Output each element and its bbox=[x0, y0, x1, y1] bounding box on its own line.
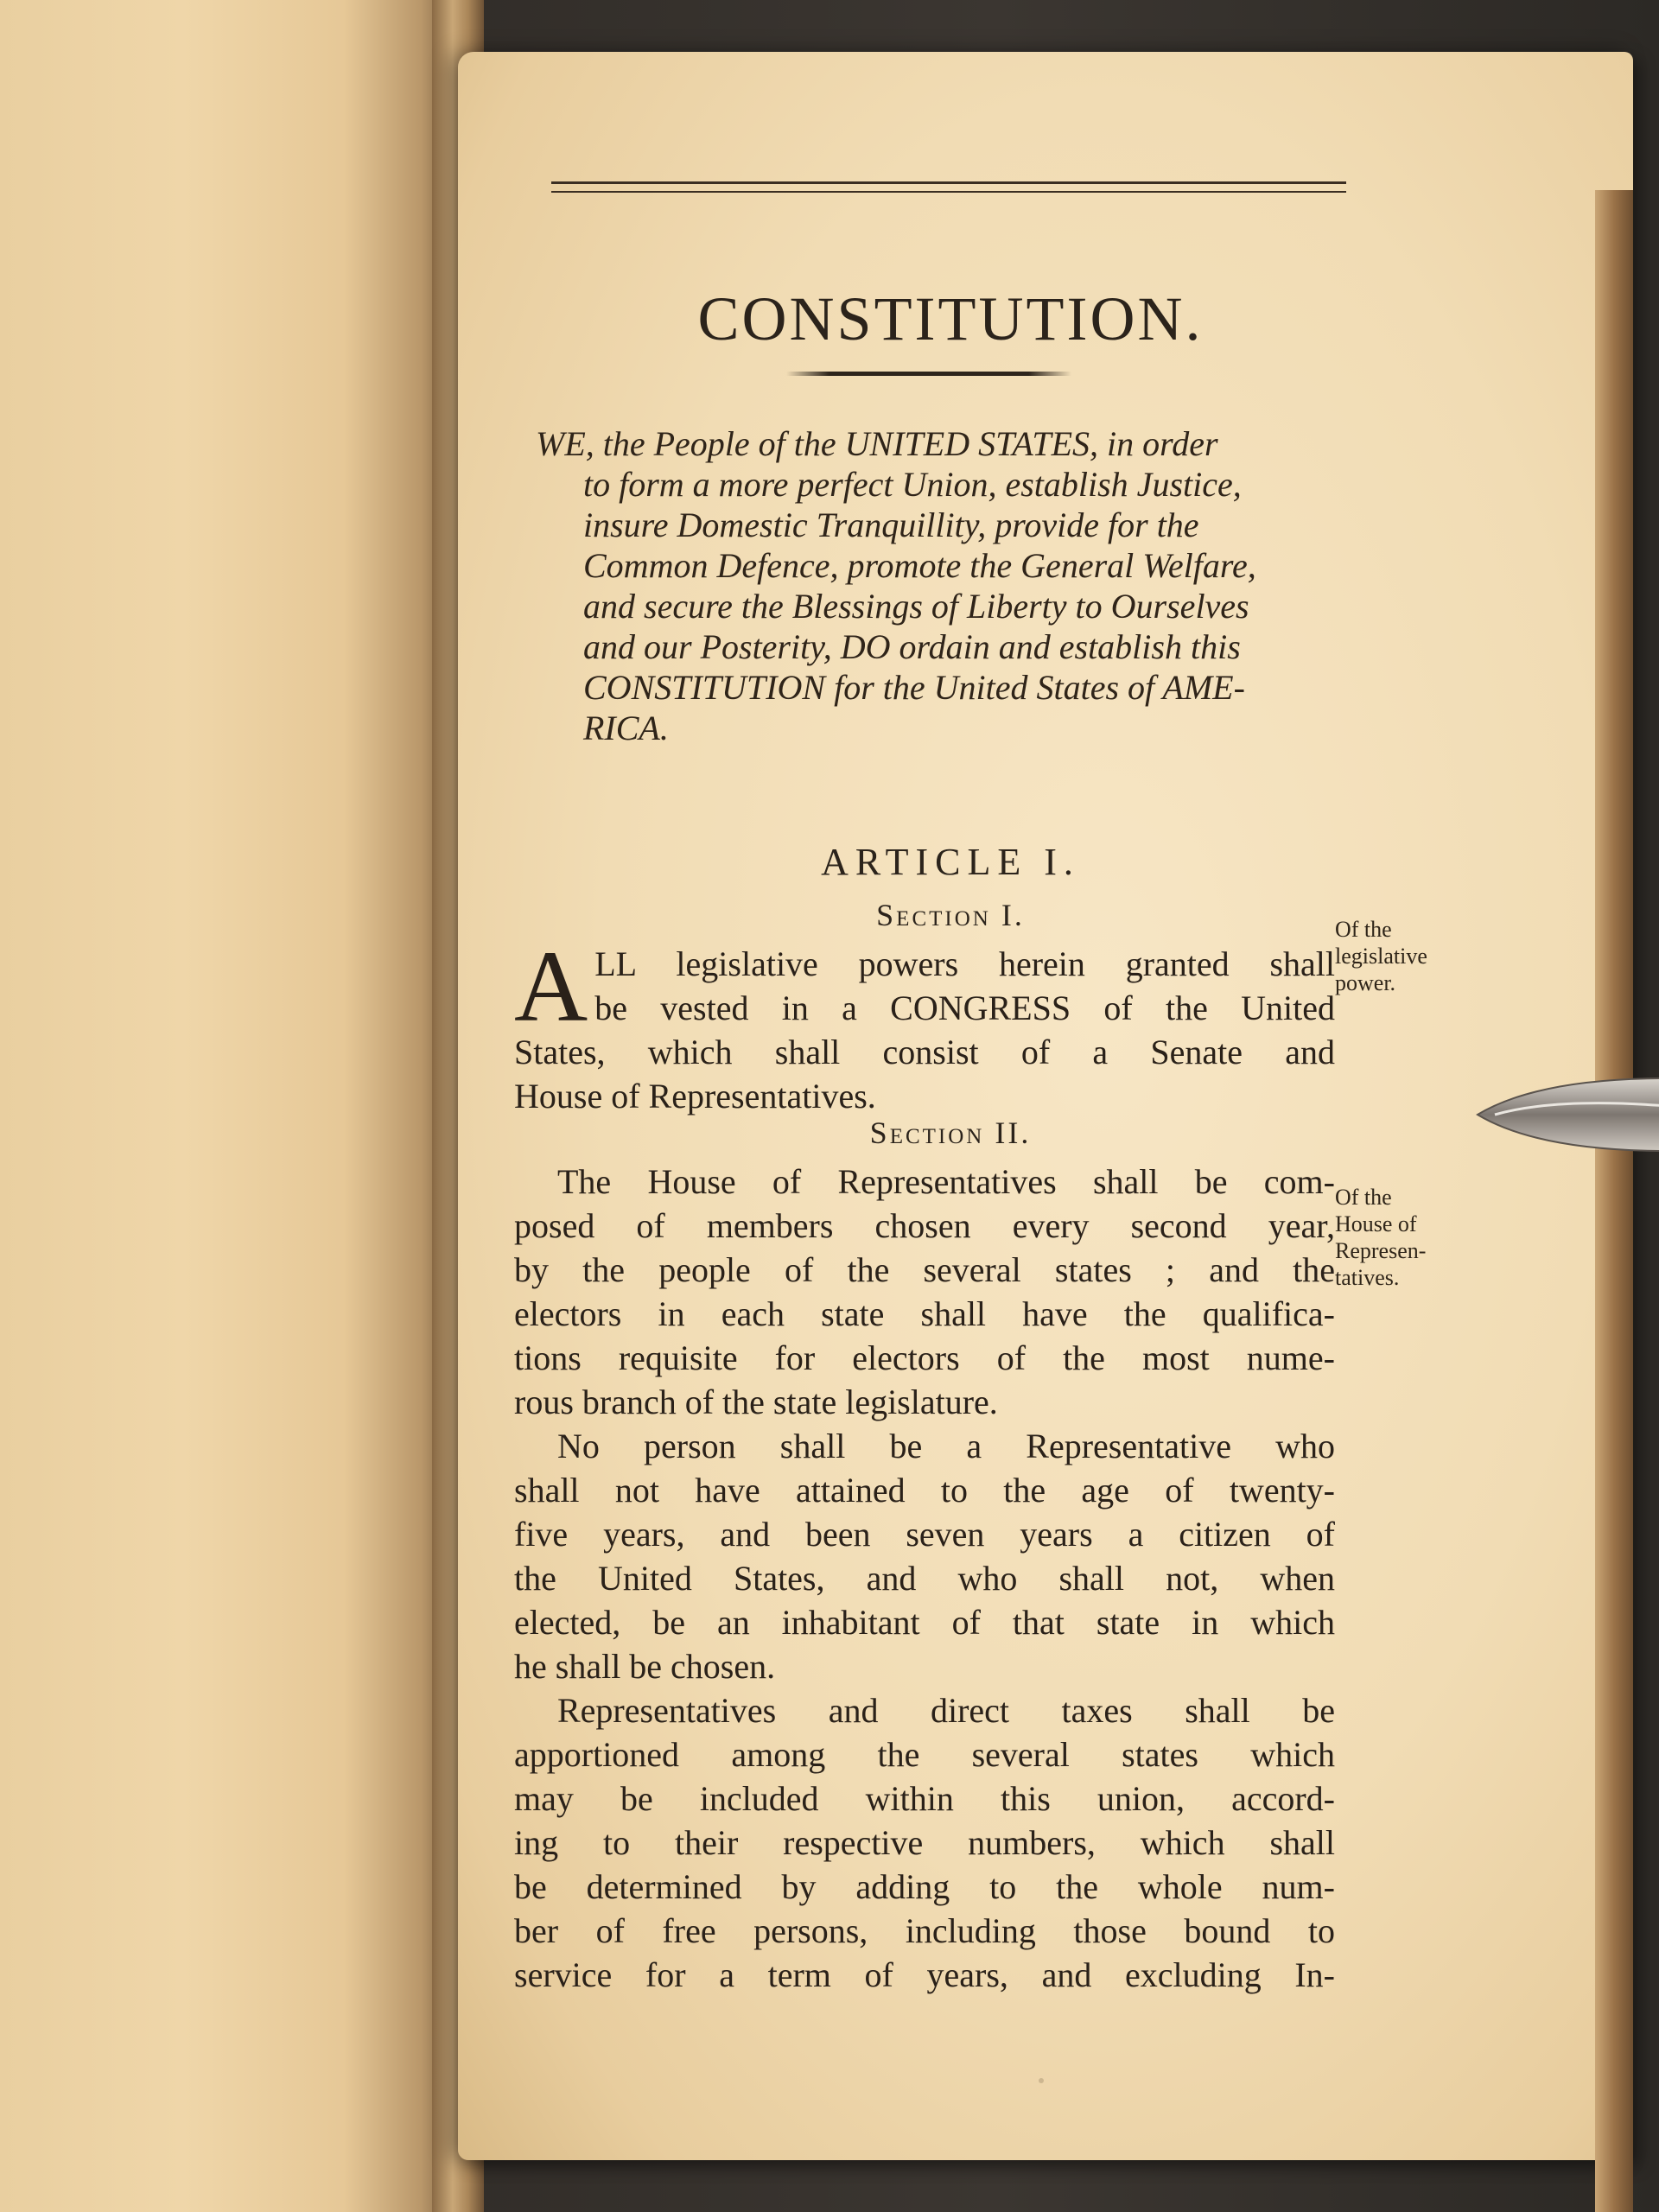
paper-speck bbox=[1039, 2078, 1044, 2083]
text-line: electors in each state shall have the qualifica- bbox=[514, 1294, 1335, 1333]
margin-note-legislative bbox=[1335, 916, 1465, 996]
preamble-line: WE, the People of the UNITED STATES, in order bbox=[536, 424, 1218, 463]
text-line: The House of Representatives shall be com- bbox=[557, 1162, 1335, 1201]
margin-note-line: Represen- bbox=[1335, 1238, 1427, 1263]
text-line: shall not have attained to the age of twenty- bbox=[514, 1471, 1335, 1510]
title-ornament-rule bbox=[786, 372, 1071, 376]
preamble-line: to form a more perfect Union, establish Justice, bbox=[583, 465, 1242, 504]
margin-note-house bbox=[1335, 1184, 1465, 1291]
text-line: be vested in a CONGRESS of the United bbox=[594, 988, 1335, 1027]
text-line: may be included within this union, accord- bbox=[514, 1779, 1335, 1818]
text-line: Representatives and direct taxes shall be bbox=[557, 1691, 1335, 1730]
section-1-heading: Section I. bbox=[876, 898, 1025, 932]
text-line: the United States, and who shall not, when bbox=[514, 1559, 1335, 1598]
section-2-paragraph-1 bbox=[514, 1160, 1335, 1424]
text-line: LL legislative powers herein granted shall bbox=[594, 944, 1335, 983]
bookmark-clip-icon bbox=[1469, 1071, 1659, 1158]
preamble-line: RICA. bbox=[583, 709, 669, 747]
text-line: House of Representatives. bbox=[514, 1077, 876, 1116]
margin-note-line: House of bbox=[1335, 1211, 1417, 1236]
text-line: tions requisite for electors of the most nume- bbox=[514, 1338, 1335, 1377]
margin-note-line: legislative bbox=[1335, 944, 1427, 969]
preamble-line: and our Posterity, DO ordain and establish this bbox=[583, 627, 1241, 666]
text-line: rous branch of the state legislature. bbox=[514, 1382, 998, 1421]
text-line: service for a term of years, and excluding In- bbox=[514, 1955, 1335, 1994]
section-2-paragraph-3 bbox=[514, 1688, 1335, 1997]
text-line: five years, and been seven years a citizen of bbox=[514, 1515, 1335, 1554]
drop-cap: A bbox=[514, 930, 588, 1043]
text-line: elected, be an inhabitant of that state in which bbox=[514, 1603, 1335, 1642]
page-title: CONSTITUTION. bbox=[697, 284, 1204, 353]
margin-note-line: power. bbox=[1335, 970, 1396, 995]
text-line: No person shall be a Representative who bbox=[557, 1427, 1335, 1465]
margin-note-line: tatives. bbox=[1335, 1265, 1400, 1290]
right-text-page bbox=[458, 52, 1633, 2160]
text-line: States, which shall consist of a Senate and bbox=[514, 1033, 1335, 1071]
header-double-rule bbox=[551, 181, 1346, 193]
margin-note-line: Of the bbox=[1335, 917, 1392, 942]
text-line: he shall be chosen. bbox=[514, 1647, 776, 1686]
preamble-line: CONSTITUTION for the United States of AME- bbox=[583, 668, 1245, 707]
preamble-line: Common Defence, promote the General Welfare, bbox=[583, 546, 1256, 585]
text-line: by the people of the several states ; and the bbox=[514, 1250, 1335, 1289]
section-2-paragraph-2 bbox=[514, 1424, 1335, 1688]
text-line: be determined by adding to the whole num- bbox=[514, 1867, 1335, 1906]
preamble-line: and secure the Blessings of Liberty to Ourselves bbox=[583, 587, 1249, 626]
text-line: apportioned among the several states which bbox=[514, 1735, 1335, 1774]
page-edges bbox=[1595, 190, 1633, 2212]
text-line: ber of free persons, including those bound to bbox=[514, 1911, 1335, 1950]
preamble bbox=[536, 423, 1357, 748]
article-heading: ARTICLE I. bbox=[821, 841, 1080, 883]
text-line: ing to their respective numbers, which shall bbox=[514, 1823, 1335, 1862]
left-blank-page bbox=[0, 0, 458, 2212]
section-2-heading: Section II. bbox=[869, 1116, 1032, 1150]
section-1-text bbox=[514, 930, 1335, 1118]
text-line: posed of members chosen every second year, bbox=[514, 1206, 1335, 1245]
margin-note-line: Of the bbox=[1335, 1185, 1392, 1210]
preamble-line: insure Domestic Tranquillity, provide for the bbox=[583, 505, 1199, 544]
